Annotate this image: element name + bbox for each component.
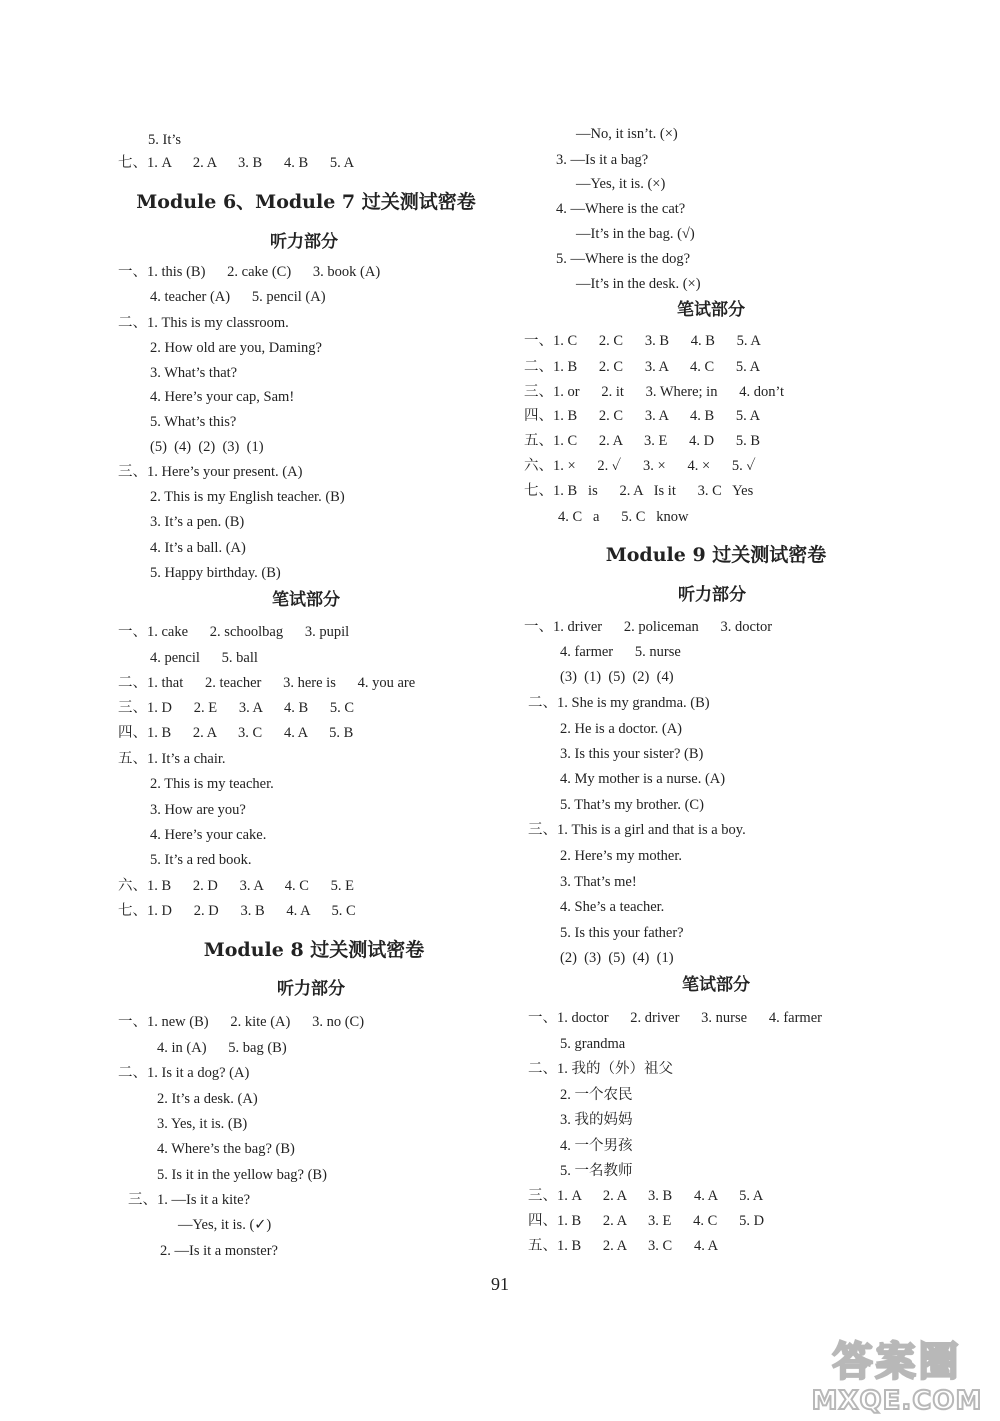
answer-line: 4. Here’s your cap, Sam! bbox=[150, 389, 295, 405]
answer-line: 一、1. doctor 2. driver 3. nurse 4. farmer bbox=[528, 1010, 822, 1026]
answer-line: 四、1. B 2. C 3. A 4. B 5. A bbox=[524, 408, 761, 424]
answer-line: 5. Is it in the yellow bag? (B) bbox=[157, 1167, 327, 1183]
watermark-graphic bbox=[802, 1329, 992, 1415]
answer-line: 5. It’s bbox=[148, 132, 182, 148]
answer-line: 5. That’s my brother. (C) bbox=[560, 797, 704, 813]
answer-line: 4. She’s a teacher. bbox=[560, 899, 665, 915]
watermark-url: MXQE.COM bbox=[811, 1386, 983, 1415]
answer-line: 5. It’s a red book. bbox=[150, 852, 252, 868]
answer-line: 4. 一个男孩 bbox=[560, 1138, 633, 1154]
answer-line: 七、1. A 2. A 3. B 4. B 5. A bbox=[118, 155, 355, 171]
answer-line: —It’s in the bag. (√) bbox=[576, 226, 695, 242]
answer-line: 4. in (A) 5. bag (B) bbox=[157, 1040, 287, 1056]
answer-line: 4. My mother is a nurse. (A) bbox=[560, 771, 726, 787]
answer-line: 一、1. new (B) 2. kite (A) 3. no (C) bbox=[118, 1014, 365, 1030]
answer-line: 3. That’s me! bbox=[560, 874, 637, 890]
answer-line: 4. Where’s the bag? (B) bbox=[157, 1141, 295, 1157]
answer-line: 二、1. B 2. C 3. A 4. C 5. A bbox=[524, 359, 761, 375]
answer-line: (2) (3) (5) (4) (1) bbox=[560, 950, 674, 966]
answer-line: 三、1. —Is it a kite? bbox=[128, 1192, 251, 1208]
answer-line: 3. What’s that? bbox=[150, 365, 238, 381]
answer-line: 5. —Where is the dog? bbox=[556, 251, 691, 267]
listening-heading: 听力部分 bbox=[270, 232, 338, 252]
answer-line: 三、1. or 2. it 3. Where; in 4. don’t bbox=[524, 384, 785, 400]
module-8-title: Module 8 过关测试密卷 bbox=[203, 939, 425, 961]
answer-line: 3. It’s a pen. (B) bbox=[150, 514, 245, 530]
answer-line: 一、1. this (B) 2. cake (C) 3. book (A) bbox=[118, 264, 381, 280]
answer-line: 七、1. D 2. D 3. B 4. A 5. C bbox=[118, 903, 356, 919]
answer-line: 3. Yes, it is. (B) bbox=[157, 1116, 248, 1132]
answer-line: 3. 我的妈妈 bbox=[560, 1112, 633, 1128]
answer-line: 二、1. Is it a dog? (A) bbox=[118, 1065, 250, 1081]
answer-line: 5. 一名教师 bbox=[560, 1163, 633, 1179]
answer-line: 2. This is my English teacher. (B) bbox=[150, 489, 345, 505]
watermark-logo bbox=[802, 1329, 992, 1415]
answer-line: 5. Is this your father? bbox=[560, 925, 684, 941]
listening-heading: 听力部分 bbox=[678, 585, 746, 605]
answer-line: 5. Happy birthday. (B) bbox=[150, 565, 281, 581]
answer-line: 5. What’s this? bbox=[150, 414, 237, 430]
page-number: 91 bbox=[491, 1274, 509, 1294]
listening-heading: 听力部分 bbox=[277, 979, 345, 999]
answer-line: 一、1. driver 2. policeman 3. doctor bbox=[524, 619, 773, 635]
module-9-title: Module 9 过关测试密卷 bbox=[605, 544, 827, 566]
answer-line: 4. Here’s your cake. bbox=[150, 827, 267, 843]
answer-line: 4. farmer 5. nurse bbox=[560, 644, 681, 660]
answer-line: —Yes, it is. (✓) bbox=[178, 1217, 272, 1233]
answer-line: 3. How are you? bbox=[150, 802, 246, 818]
written-heading: 笔试部分 bbox=[677, 300, 745, 320]
answer-line: 三、1. This is a girl and that is a boy. bbox=[528, 822, 746, 838]
answer-line: 三、1. A 2. A 3. B 4. A 5. A bbox=[528, 1188, 764, 1204]
answer-line: 三、1. D 2. E 3. A 4. B 5. C bbox=[118, 700, 355, 716]
answer-line: 七、1. B is 2. A Is it 3. C Yes bbox=[524, 483, 754, 499]
answer-line: 4. —Where is the cat? bbox=[556, 201, 686, 217]
answer-line: 2. 一个农民 bbox=[560, 1087, 633, 1103]
answer-line: 2. —Is it a monster? bbox=[160, 1243, 278, 1259]
answer-line: 二、1. that 2. teacher 3. here is 4. you are bbox=[118, 675, 416, 691]
watermark-text: 答案圈 bbox=[832, 1339, 962, 1385]
answer-line: 2. This is my teacher. bbox=[150, 776, 274, 792]
module-6-7-title: Module 6、Module 7 过关测试密卷 bbox=[136, 191, 476, 213]
answer-line: 六、1. B 2. D 3. A 4. C 5. E bbox=[118, 878, 355, 894]
answer-line: 四、1. B 2. A 3. C 4. A 5. B bbox=[118, 725, 354, 741]
answer-line: 3. —Is it a bag? bbox=[556, 152, 649, 168]
answer-line: 3. Is this your sister? (B) bbox=[560, 746, 704, 762]
answer-line: 2. Here’s my mother. bbox=[560, 848, 683, 864]
answer-line: —Yes, it is. (×) bbox=[576, 176, 666, 192]
answer-line: 六、1. × 2. ✓ 3. × 4. × 5. ✓ bbox=[524, 458, 756, 474]
answer-line: 二、1. 我的（外）祖父 bbox=[528, 1061, 673, 1077]
answer-line: 五、1. B 2. A 3. C 4. A bbox=[528, 1238, 719, 1254]
answer-line: 2. It’s a desk. (A) bbox=[157, 1091, 258, 1107]
answer-line: 二、1. She is my grandma. (B) bbox=[528, 695, 710, 711]
answer-line: 二、1. This is my classroom. bbox=[118, 315, 289, 331]
answer-line: 三、1. Here’s your present. (A) bbox=[118, 464, 303, 480]
answer-line: —It’s in the desk. (×) bbox=[576, 276, 701, 292]
answer-line: 5. grandma bbox=[560, 1036, 626, 1052]
answer-line: 四、1. B 2. A 3. E 4. C 5. D bbox=[528, 1213, 765, 1229]
answer-line: 2. He is a doctor. (A) bbox=[560, 721, 683, 737]
answer-line: 一、1. cake 2. schoolbag 3. pupil bbox=[118, 624, 350, 640]
written-heading: 笔试部分 bbox=[682, 975, 750, 995]
answer-line: 五、1. C 2. A 3. E 4. D 5. B bbox=[524, 433, 761, 449]
answer-line: —No, it isn’t. (×) bbox=[576, 126, 678, 142]
answer-line: 一、1. C 2. C 3. B 4. B 5. A bbox=[524, 333, 761, 349]
answer-line: (3) (1) (5) (2) (4) bbox=[560, 669, 674, 685]
answer-line: 4. teacher (A) 5. pencil (A) bbox=[150, 289, 326, 305]
answer-line: 2. How old are you, Daming? bbox=[150, 340, 322, 356]
answer-line: 4. pencil 5. ball bbox=[150, 650, 258, 666]
answer-line: 五、1. It’s a chair. bbox=[118, 751, 226, 767]
written-heading: 笔试部分 bbox=[272, 590, 340, 610]
answer-line: 4. C a 5. C know bbox=[558, 509, 689, 525]
answer-line: 4. It’s a ball. (A) bbox=[150, 540, 246, 556]
answer-line: (5) (4) (2) (3) (1) bbox=[150, 439, 264, 455]
